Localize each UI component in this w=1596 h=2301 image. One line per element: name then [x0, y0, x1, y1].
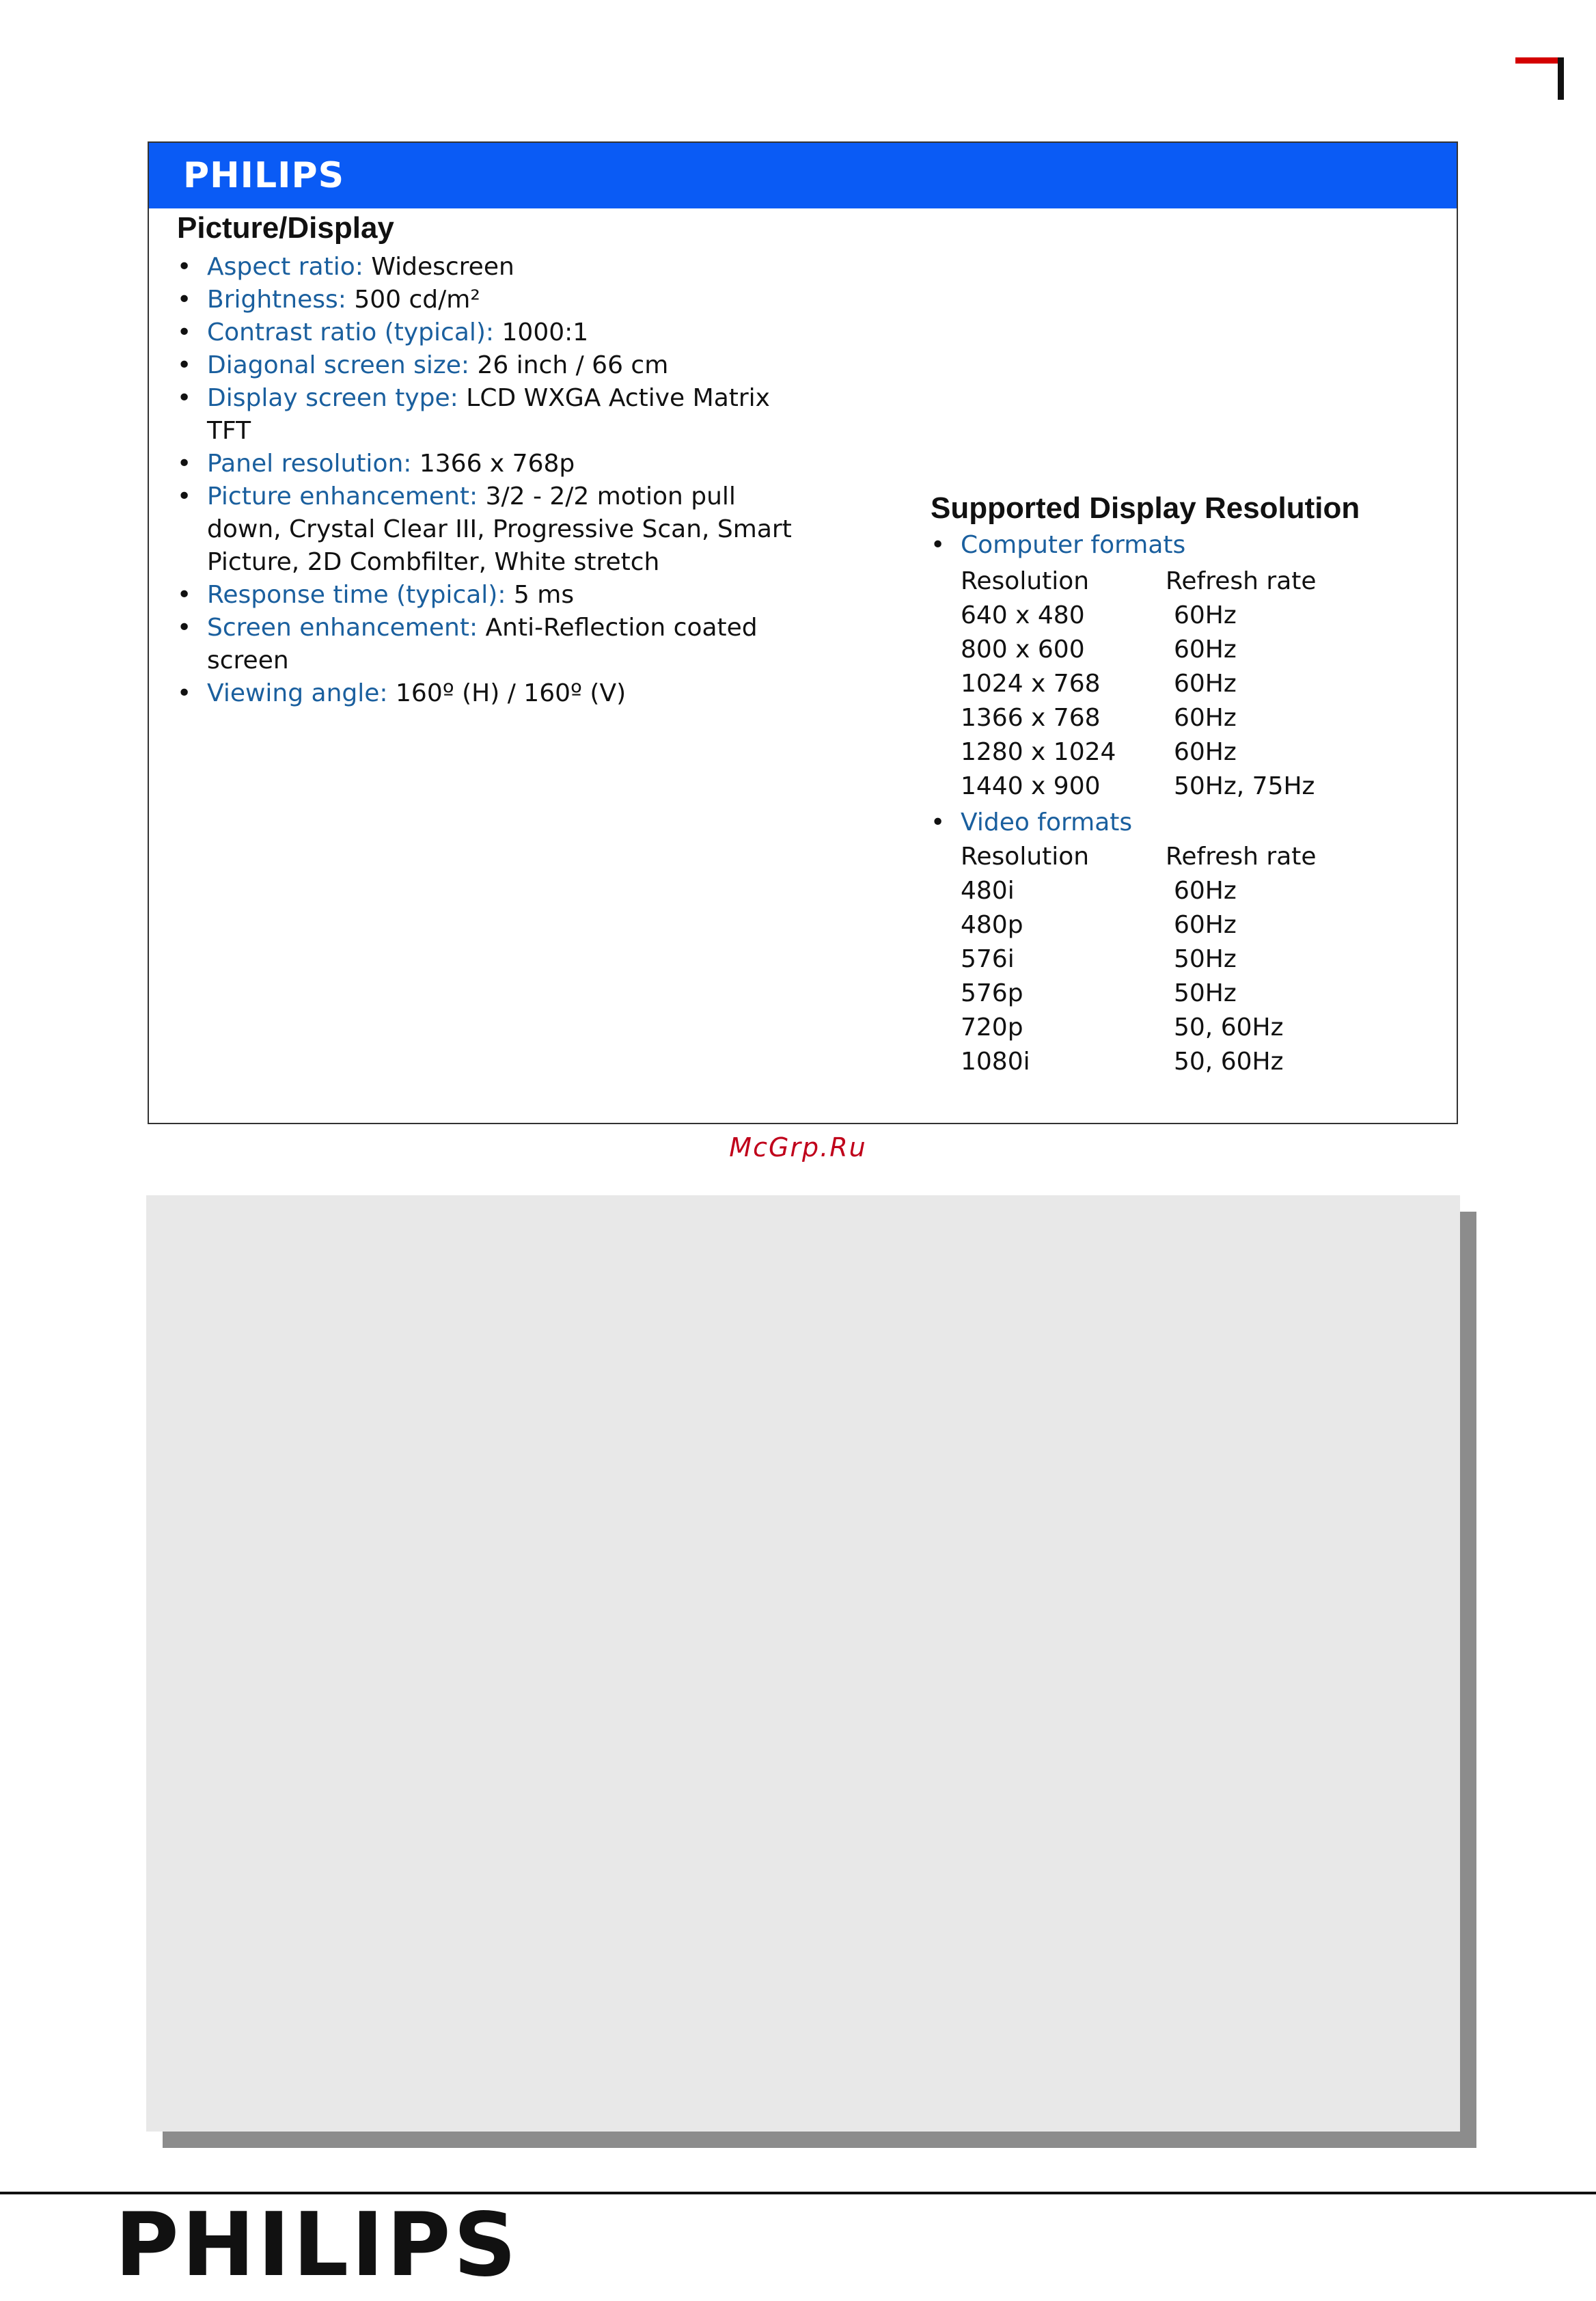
- spec-item: [177, 284, 792, 316]
- table-row: [961, 1045, 1317, 1079]
- table-row: [961, 908, 1317, 942]
- spec-item: [177, 251, 792, 284]
- spec-item: [177, 448, 792, 480]
- resolution-cell: 800 x 600: [961, 636, 1085, 664]
- spec-item: [177, 612, 792, 677]
- resolution-cell: 720p: [961, 1013, 1023, 1041]
- footer-brand-logo: PHILIPS: [115, 2194, 519, 2296]
- crop-mark-vertical: [1558, 57, 1564, 100]
- spec-value: 3/2 - 2/2 motion pull down, Crystal Clear III, Progressive Scan, Smart Picture, 2D Combfilter, White stretch: [207, 482, 792, 576]
- watermark-text: McGrp.Ru: [729, 1132, 867, 1162]
- spec-label: Brightness:: [207, 286, 346, 314]
- resolution-cell: 1280 x 1024: [961, 738, 1116, 766]
- spec-label: Diagonal screen size:: [207, 351, 470, 379]
- spec-value: Widescreen: [363, 253, 514, 281]
- table-row: [961, 770, 1317, 804]
- spec-value: Anti-Reflection coated screen: [207, 614, 758, 675]
- resolution-cell: 1440 x 900: [961, 772, 1101, 800]
- resolution-cell: 576i: [961, 945, 1015, 973]
- table-header-row: [961, 564, 1317, 599]
- spec-value: 5 ms: [506, 581, 575, 609]
- video-formats-heading: • Video formats: [931, 806, 1132, 839]
- resolution-cell: 640 x 480: [961, 601, 1085, 629]
- column-header-resolution: Resolution: [961, 567, 1090, 595]
- refresh-rate-cell: 50, 60Hz: [1174, 1013, 1284, 1041]
- spec-value: 500 cd/m²: [346, 286, 480, 314]
- column-header-refresh-rate: Refresh rate: [1166, 843, 1317, 871]
- table-row: [961, 977, 1317, 1011]
- refresh-rate-cell: 60Hz: [1174, 704, 1237, 732]
- spec-value: LCD WXGA Active Matrix TFT: [207, 384, 770, 445]
- column-header-refresh-rate: Refresh rate: [1166, 567, 1317, 595]
- table-row: [961, 1011, 1317, 1045]
- spec-item: [177, 382, 792, 448]
- table-row: [961, 701, 1317, 735]
- video-formats-table: [961, 840, 1317, 1079]
- resolution-cell: 1366 x 768: [961, 704, 1101, 732]
- picture-display-list: [177, 251, 792, 710]
- brand-header-bar: [149, 143, 1457, 208]
- refresh-rate-cell: 60Hz: [1174, 877, 1237, 905]
- table-row: [961, 735, 1317, 770]
- spec-item: [177, 480, 792, 579]
- spec-label: Aspect ratio:: [207, 253, 363, 281]
- crop-mark-horizontal: [1515, 57, 1563, 64]
- spec-label: Panel resolution:: [207, 450, 412, 478]
- table-row: [961, 667, 1317, 701]
- spec-value: 26 inch / 66 cm: [469, 351, 669, 379]
- resolution-cell: 576p: [961, 979, 1023, 1007]
- refresh-rate-cell: 60Hz: [1174, 670, 1237, 698]
- refresh-rate-cell: 60Hz: [1174, 738, 1237, 766]
- computer-formats-heading: • Computer formats: [931, 529, 1185, 562]
- refresh-rate-cell: 60Hz: [1174, 601, 1237, 629]
- spec-label: Screen enhancement:: [207, 614, 478, 642]
- resolution-cell: 480p: [961, 911, 1023, 939]
- resolution-cell: 1024 x 768: [961, 670, 1101, 698]
- brand-logo-text: PHILIPS: [183, 155, 345, 196]
- refresh-rate-cell: 50Hz: [1174, 979, 1237, 1007]
- spec-label: Viewing angle:: [207, 679, 388, 707]
- spec-value: 1366 x 768p: [411, 450, 575, 478]
- spec-item: [177, 349, 792, 382]
- spec-value: 160º (H) / 160º (V): [387, 679, 627, 707]
- refresh-rate-cell: 60Hz: [1174, 636, 1237, 664]
- refresh-rate-cell: 50, 60Hz: [1174, 1048, 1284, 1076]
- spec-item: [177, 677, 792, 710]
- table-row: [961, 942, 1317, 977]
- spec-item: [177, 316, 792, 349]
- refresh-rate-cell: 50Hz: [1174, 945, 1237, 973]
- spec-label: Response time (typical):: [207, 581, 506, 609]
- picture-display-title: Picture/Display: [177, 211, 394, 245]
- corner-crop-mark: [1515, 57, 1563, 100]
- spec-label: Contrast ratio (typical):: [207, 318, 495, 346]
- computer-formats-table: [961, 564, 1317, 804]
- spec-item: [177, 579, 792, 612]
- blank-gray-panel: [146, 1195, 1460, 2132]
- table-row: [961, 599, 1317, 633]
- table-row: [961, 874, 1317, 908]
- resolution-cell: 480i: [961, 877, 1015, 905]
- refresh-rate-cell: 50Hz, 75Hz: [1174, 772, 1315, 800]
- refresh-rate-cell: 60Hz: [1174, 911, 1237, 939]
- spec-card: [148, 141, 1458, 1124]
- supported-resolution-title: Supported Display Resolution: [931, 491, 1360, 525]
- table-row: [961, 633, 1317, 667]
- table-header-row: [961, 840, 1317, 874]
- column-header-resolution: Resolution: [961, 843, 1090, 871]
- spec-label: Display screen type:: [207, 384, 458, 412]
- resolution-cell: 1080i: [961, 1048, 1030, 1076]
- spec-value: 1000:1: [494, 318, 589, 346]
- spec-label: Picture enhancement:: [207, 482, 478, 510]
